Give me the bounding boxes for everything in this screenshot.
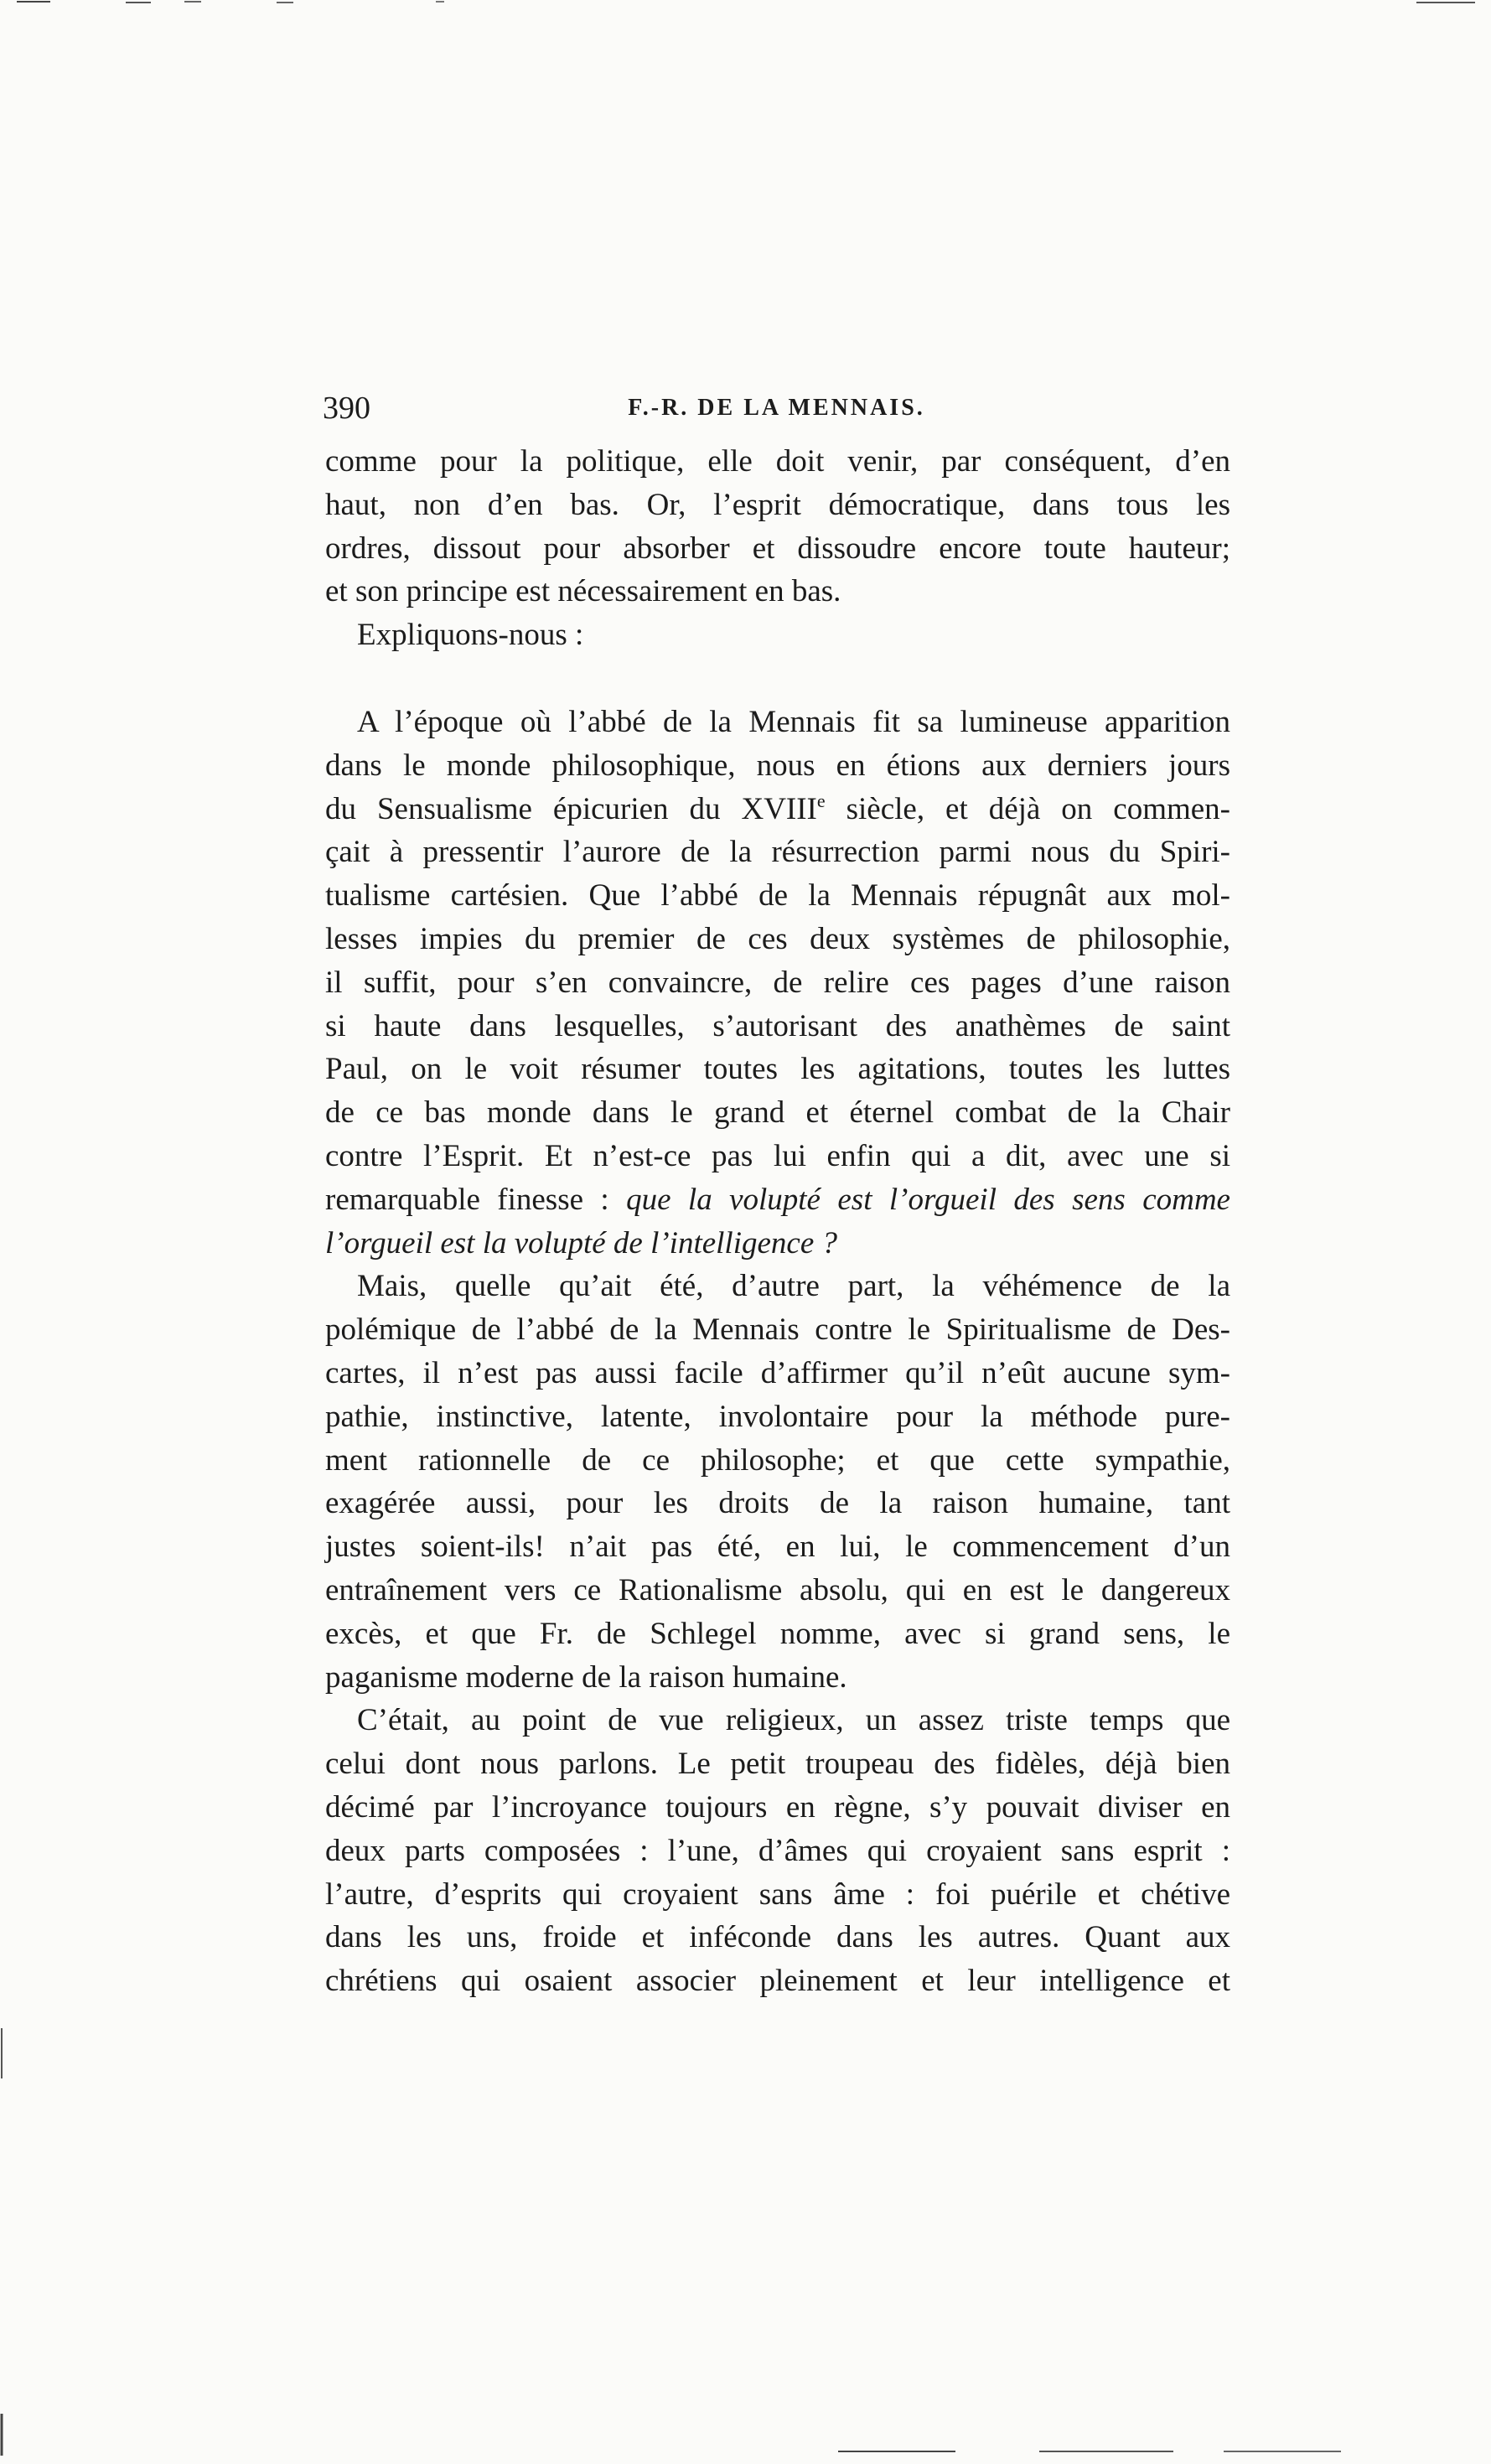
paragraph-epoch (325, 701, 1230, 1265)
text-line: contre l’Esprit. Et n’est-ce pas lui enfin qui a dit, avec une si (325, 1138, 1230, 1173)
body-text (325, 440, 1230, 2003)
quote-lead: remarquable finesse : (325, 1182, 627, 1217)
text-line: comme pour la politique, elle doit venir, par conséquent, d’en (325, 444, 1230, 479)
text-line: ordres, dissout pour absorber et dissoudre encore toute hauteur; (325, 531, 1230, 566)
page-header (323, 387, 1230, 429)
text-line: exagérée aussi, pour les droits de la raison humaine, tant (325, 1486, 1230, 1521)
text-line: entraînement vers ce Rationalisme absolu, qui en est le dangereux (325, 1572, 1230, 1607)
text-line: deux parts composées : l’une, d’âmes qui croyaient sans esprit : (325, 1833, 1230, 1868)
paragraph-polemic (325, 1265, 1230, 1699)
section-gap (325, 657, 1230, 701)
text-line: tualisme cartésien. Que l’abbé de la Mennais répugnât aux mol- (325, 878, 1230, 914)
superscript-e: e (816, 789, 826, 811)
text-line: décimé par l’incroyance toujours en règne, s’y pouvait diviser en (325, 1789, 1230, 1825)
text-line: justes soient-ils! n’ait pas été, en lui, le commencement d’un (325, 1530, 1230, 1565)
text-line: A l’époque où l’abbé de la Mennais fit sa lumineuse apparition (357, 704, 1230, 739)
text-line: cartes, il n’est pas aussi facile d’affirmer qu’il n’eût aucune sym- (325, 1355, 1230, 1390)
text-line: et son principe est nécessairement en bas. (325, 574, 841, 609)
text-line: ment rationnelle de ce philosophe; et que cette sympathie, (325, 1442, 1230, 1478)
text-line: çait à pressentir l’aurore de la résurrection parmi nous du Spiri- (325, 835, 1230, 870)
text-line: C’était, au point de vue religieux, un assez triste temps que (357, 1703, 1230, 1738)
paragraph-continuation (325, 440, 1230, 613)
text-line: lesses impies du premier de ces deux systèmes de philosophie, (325, 921, 1230, 956)
text-line: l’autre, d’esprits qui croyaient sans âme : foi puérile et chétive (325, 1876, 1230, 1912)
century-continuation: siècle, et déjà on commen- (825, 791, 1230, 826)
text-line: pathie, instinctive, latente, involontaire pour la méthode pure- (325, 1399, 1230, 1434)
text-line: de ce bas monde dans le grand et éternel combat de la Chair (325, 1095, 1230, 1131)
page-number: 390 (323, 391, 370, 426)
text-line (325, 1222, 1230, 1266)
running-title: F.-R. DE LA MENNAIS. (628, 395, 925, 421)
text-line: Expliquons-nous : (357, 618, 584, 653)
text-line: chrétiens qui osaient associer pleinement et leur intelligence et (325, 1964, 1230, 1999)
paragraph-religious-times (325, 1699, 1230, 2003)
italic-quote-end: l’orgueil est la volupté de l’intelligence ? (325, 1225, 838, 1260)
paragraph-explanation-lead (325, 613, 1230, 657)
text-line: polémique de l’abbé de la Mennais contre le Spiritualisme de Des- (325, 1312, 1230, 1348)
text-line: haut, non d’en bas. Or, l’esprit démocratique, dans tous les (325, 487, 1230, 522)
text-line: Paul, on le voit résumer toutes les agitations, toutes les luttes (325, 1052, 1230, 1087)
text-line: dans le monde philosophique, nous en étions aux derniers jours (325, 748, 1230, 783)
text-line: dans les uns, froide et inféconde dans les autres. Quant aux (325, 1920, 1230, 1955)
text-line: il suffit, pour s’en convaincre, de relire ces pages d’une raison (325, 965, 1230, 1000)
text-line: si haute dans lesquelles, s’autorisant des anathèmes de saint (325, 1008, 1230, 1043)
text-line: celui dont nous parlons. Le petit troupeau des fidèles, déjà bien (325, 1747, 1230, 1782)
text-line: paganisme moderne de la raison humaine. (325, 1659, 847, 1695)
text-line: excès, et que Fr. de Schlegel nomme, avec si grand sens, le (325, 1616, 1230, 1651)
century-text: du Sensualisme épicurien du XVIII (325, 791, 817, 826)
text-line (325, 788, 1230, 831)
italic-quote: que la volupté est l’orgueil des sens comme (626, 1182, 1230, 1217)
text-line (325, 1178, 1230, 1222)
text-line: Mais, quelle qu’ait été, d’autre part, la véhémence de la (357, 1269, 1230, 1304)
